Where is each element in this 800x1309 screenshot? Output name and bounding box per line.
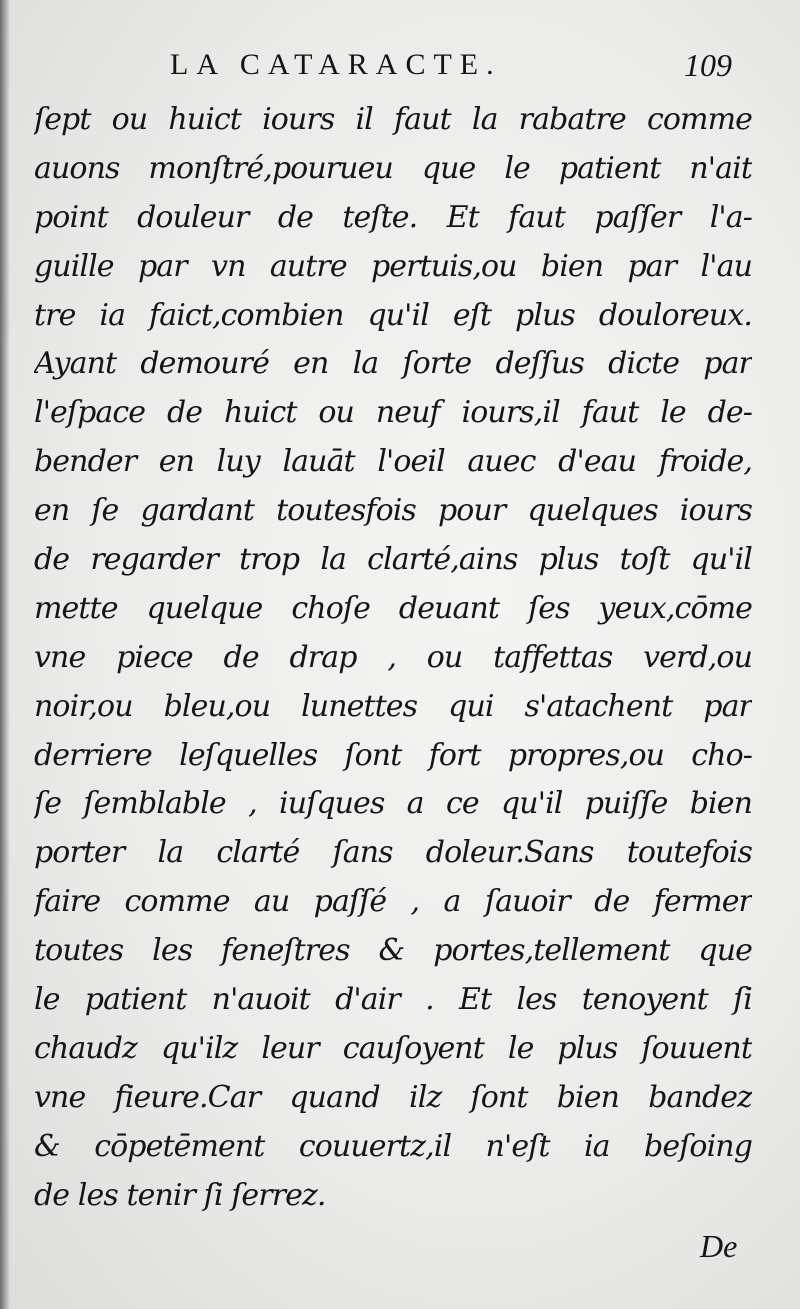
text-line: vne fieure.Car quand ilz ſont bien bandez bbox=[34, 1079, 752, 1115]
gutter-shadow bbox=[0, 0, 10, 1309]
text-line: derriere leſquelles ſont fort propres,ou cho- bbox=[34, 737, 752, 773]
text-line: mette quelque choſe deuant ſes yeux,cōme bbox=[34, 590, 752, 626]
text-line: en ſe gardant toutesfois pour quelques iours bbox=[34, 493, 752, 529]
text-line: noir,ou bleu,ou lunettes qui s'atachent par bbox=[34, 688, 752, 724]
text-line: Ayant demouré en la ſorte deſſus dicte par bbox=[34, 346, 752, 382]
text-line: guille par vn autre pertuis,ou bien par l'au bbox=[34, 248, 752, 284]
text-line: le patient n'auoit d'air . Et les tenoyent ſi bbox=[34, 982, 752, 1018]
text-line: & cōpetēment couuertz,il n'eſt ia beſoing bbox=[34, 1128, 752, 1164]
running-head bbox=[0, 42, 800, 88]
text-line: chaudz qu'ilz leur cauſoyent le plus ſouuent bbox=[34, 1030, 752, 1066]
text-line: ſept ou huict iours il faut la rabatre comme bbox=[34, 102, 752, 137]
body-text bbox=[34, 96, 752, 1220]
text-line: faire comme au paſſé , a ſauoir de fermer bbox=[34, 884, 752, 920]
text-line-last: de les tenir ſi ſerrez. bbox=[34, 1177, 326, 1213]
text-line: l'eſpace de huict ou neuf iours,il faut le de- bbox=[34, 395, 752, 431]
text-line: de regarder trop la clarté,ains plus toſt qu'il bbox=[34, 542, 752, 578]
text-line: vne piece de drap , ou taffettas verd,ou bbox=[34, 639, 752, 675]
text-line: bender en luy lauāt l'oeil auec d'eau froide, bbox=[34, 444, 752, 480]
page-number: 109 bbox=[684, 47, 732, 83]
text-line: toutes les feneſtres & portes,tellement que bbox=[34, 933, 752, 969]
catchword: De bbox=[700, 1228, 738, 1264]
text-line: porter la clarté ſans doleur.Sans toutefois bbox=[34, 835, 752, 871]
text-line: auons monſtré,pourueu que le patient n'ait bbox=[34, 150, 752, 186]
text-line: ſe ſemblable , iuſques a ce qu'il puiſſe bien bbox=[34, 786, 752, 822]
text-line: point douleur de teſte. Et faut paſſer l'a- bbox=[34, 199, 752, 235]
text-line: tre ia faict,combien qu'il eſt plus douloreux. bbox=[34, 297, 752, 333]
running-title: LA CATARACTE. bbox=[170, 48, 502, 81]
